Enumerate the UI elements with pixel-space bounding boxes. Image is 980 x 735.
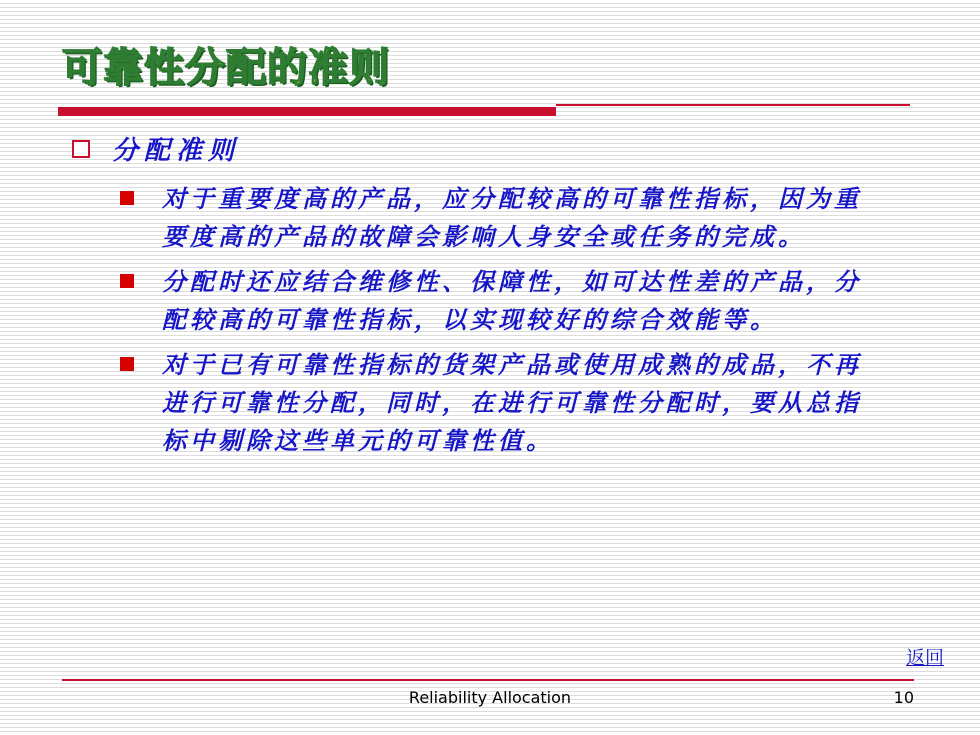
- bullet-item: [120, 263, 900, 339]
- back-link[interactable]: 返回: [905, 647, 944, 669]
- bullet-text: 分配时还应结合维修性、保障性，如可达性差的产品，分配较高的可靠性指标，以实现较好的综合效能等。: [162, 267, 862, 334]
- title-underline-bar: [58, 107, 556, 116]
- bullet-text: 对于已有可靠性指标的货架产品或使用成熟的成品，不再进行可靠性分配，同时，在进行可靠性分配时，要从总指标中剔除这些单元的可靠性值。: [162, 350, 862, 455]
- section-heading-row: [72, 130, 240, 167]
- bullet-item: [120, 346, 900, 460]
- filled-square-bullet-icon: [120, 274, 134, 288]
- title-underline-rule: [556, 104, 910, 106]
- hollow-square-bullet-icon: [72, 140, 90, 158]
- bullet-text: 对于重要度高的产品，应分配较高的可靠性指标，因为重要度高的产品的故障会影响人身安全或任务的完成。: [162, 184, 862, 251]
- footer-rule: [62, 679, 914, 681]
- slide-title: 可靠性分配的准则: [62, 45, 390, 91]
- bullet-list: [120, 180, 900, 467]
- filled-square-bullet-icon: [120, 191, 134, 205]
- footer-title: Reliability Allocation: [408, 688, 572, 707]
- bullet-item: [120, 180, 900, 256]
- section-heading: 分配准则: [112, 136, 241, 166]
- filled-square-bullet-icon: [120, 357, 134, 371]
- page-number: 10: [893, 688, 914, 707]
